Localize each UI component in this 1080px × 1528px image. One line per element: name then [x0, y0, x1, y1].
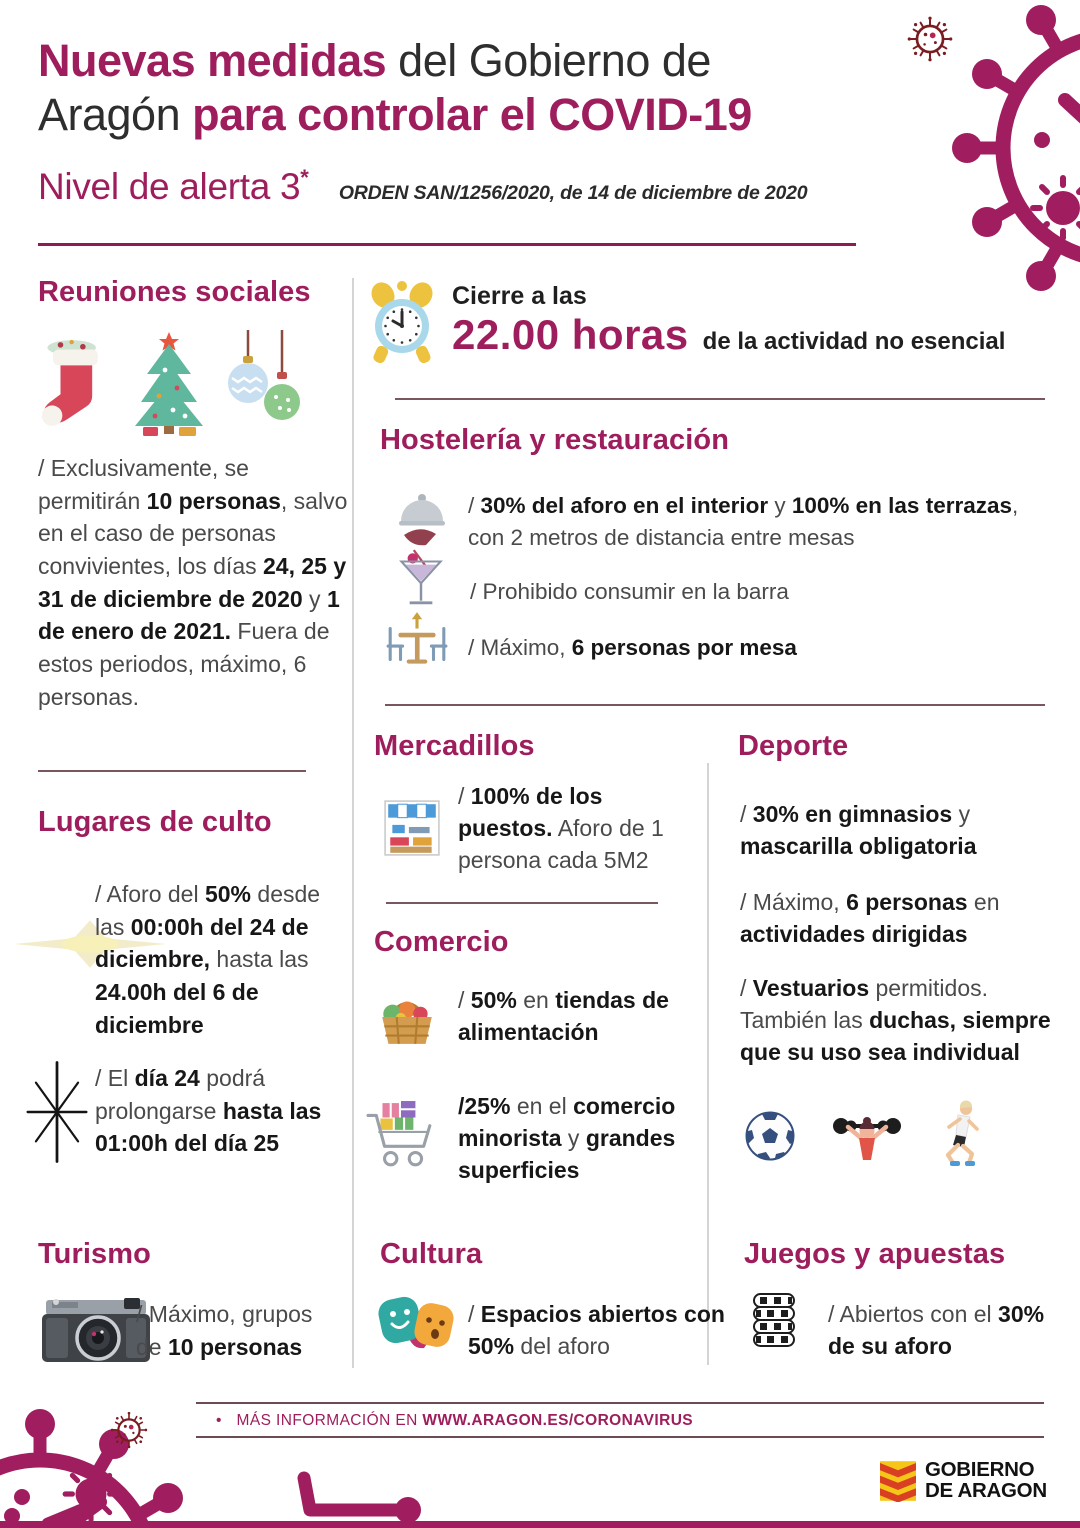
juegos-item-text: / Abiertos con el 30% de su aforo: [828, 1301, 1045, 1360]
closure-intro: Cierre a las: [452, 282, 587, 310]
section-heading-culto: Lugares de culto: [38, 806, 272, 838]
theater-masks-icon: [376, 1290, 460, 1352]
deporte-item-text: / Vestuarios permitidos. También las duchas, siempre que su uso sea individual: [740, 975, 1051, 1066]
closure-suffix: de la actividad no esencial: [702, 328, 1006, 355]
cultura-item-text: / Espacios abiertos con 50% del aforo: [468, 1301, 725, 1360]
section-heading-deporte: Deporte: [738, 730, 849, 762]
section-heading-cultura: Cultura: [380, 1238, 483, 1270]
virus-outline-icon-bottom-left: [107, 1408, 151, 1452]
section-heading-reuniones: Reuniones sociales: [38, 276, 311, 308]
christmas-tree-icon: [128, 330, 210, 440]
christmas-stocking-icon: [40, 332, 122, 436]
footer-info-prefix: MÁS INFORMACIÓN EN: [236, 1412, 423, 1429]
vertical-divider-right: [707, 763, 709, 1365]
footer-info-url: WWW.ARAGON.ES/CORONAVIRUS: [422, 1412, 694, 1429]
divider-reuniones-culto: [38, 770, 306, 772]
section-heading-mercadillos: Mercadillos: [374, 730, 535, 762]
hosteleria-item-text: / Máximo, 6 personas por mesa: [468, 635, 797, 660]
footer-bullet: •: [216, 1412, 222, 1429]
section-heading-juegos: Juegos y apuestas: [744, 1238, 1006, 1270]
aragon-flag-icon: [880, 1460, 916, 1502]
serving-cloche-icon: [394, 490, 450, 548]
food-basket-icon: [374, 984, 440, 1050]
runner-icon: [936, 1100, 986, 1170]
comercio-item-text: /25% en el comercio minorista y grandes superficies: [458, 1093, 676, 1184]
cocktail-icon: [397, 546, 445, 610]
table-chairs-icon: [384, 612, 450, 674]
weightlifter-icon: [828, 1108, 906, 1168]
reuniones-paragraph: / Exclusivamente, se permitirán 10 personas, salvo en el caso de personas convivientes, los días 24, 25 y 31 de diciembre de 2020 y 1 de enero de 2021. Fuera de estos periodos, máximo, 6 personas.: [38, 455, 348, 710]
section-heading-turismo: Turismo: [38, 1238, 151, 1270]
page-title-line1: Nuevas medidas del Gobierno de: [38, 35, 711, 86]
soccer-ball-icon: [744, 1110, 796, 1162]
culto-item-text: / El día 24 podrá prolongarse hasta las 01:00h del día 25: [95, 1065, 322, 1157]
deporte-item-text: / Máximo, 6 personas en actividades dirigidas: [740, 889, 1000, 948]
page-title-line2: Aragón para controlar el COVID-19: [38, 89, 752, 140]
section-heading-hosteleria: Hostelería y restauración: [380, 424, 730, 456]
vertical-divider-left: [352, 278, 354, 1368]
virus-icon-large-top-right: [945, 0, 1080, 318]
gobierno-aragon-logo: [880, 1460, 1047, 1502]
deporte-item-text: / 30% en gimnasios y mascarilla obligatoria: [740, 801, 977, 860]
subtitle-row: [38, 166, 888, 208]
star-sparkle-icon: [24, 1056, 90, 1168]
order-reference: ORDEN SAN/1256/2020, de 14 de diciembre de 2020: [338, 182, 808, 204]
shopping-cart-gifts-icon: [366, 1096, 436, 1174]
market-stall-icon: [382, 798, 442, 858]
baubles-icon: [218, 330, 310, 430]
footer-divider-bottom: [196, 1436, 1044, 1438]
divider-closure: [395, 398, 1045, 400]
logo-line2: DE ARAGON: [925, 1479, 1047, 1502]
alarm-clock-icon: [370, 278, 434, 368]
logo-text: [925, 1460, 1047, 1502]
virus-blob-decoration: [0, 1498, 140, 1528]
alert-level-label: Nivel de alerta 3: [38, 166, 301, 207]
closure-time: 22.00 horas: [452, 311, 689, 358]
alert-level-asterisk: *: [300, 165, 309, 190]
divider-mercadillos: [386, 902, 658, 904]
title-divider: [38, 243, 856, 246]
section-heading-comercio: Comercio: [374, 926, 509, 958]
hosteleria-item-text: / 30% del aforo en el interior y 100% en las terrazas, con 2 metros de distancia entre mesas: [468, 493, 1019, 550]
closure-banner: [452, 282, 1005, 359]
divider-hosteleria: [385, 704, 1045, 706]
comercio-item-text: / 50% en tiendas de alimentación: [458, 987, 669, 1046]
logo-line1: GOBIERNO: [925, 1458, 1035, 1482]
turismo-item-text: / Máximo, grupos de 10 personas: [136, 1301, 313, 1360]
footer-divider-top: [196, 1402, 1044, 1404]
mercadillos-item-text: / 100% de los puestos. Aforo de 1 persona cada 5M2: [458, 783, 664, 874]
poker-chips-icon: [748, 1292, 800, 1358]
virus-spike-decoration: [272, 1468, 422, 1528]
header: [38, 34, 888, 208]
hosteleria-item-text: / Prohibido consumir en la barra: [470, 579, 789, 604]
footer-info: [216, 1412, 693, 1430]
culto-item-text: / Aforo del 50% desde las 00:00h del 24 de diciembre, hasta las 24.00h del 6 de diciembre: [95, 881, 321, 1038]
